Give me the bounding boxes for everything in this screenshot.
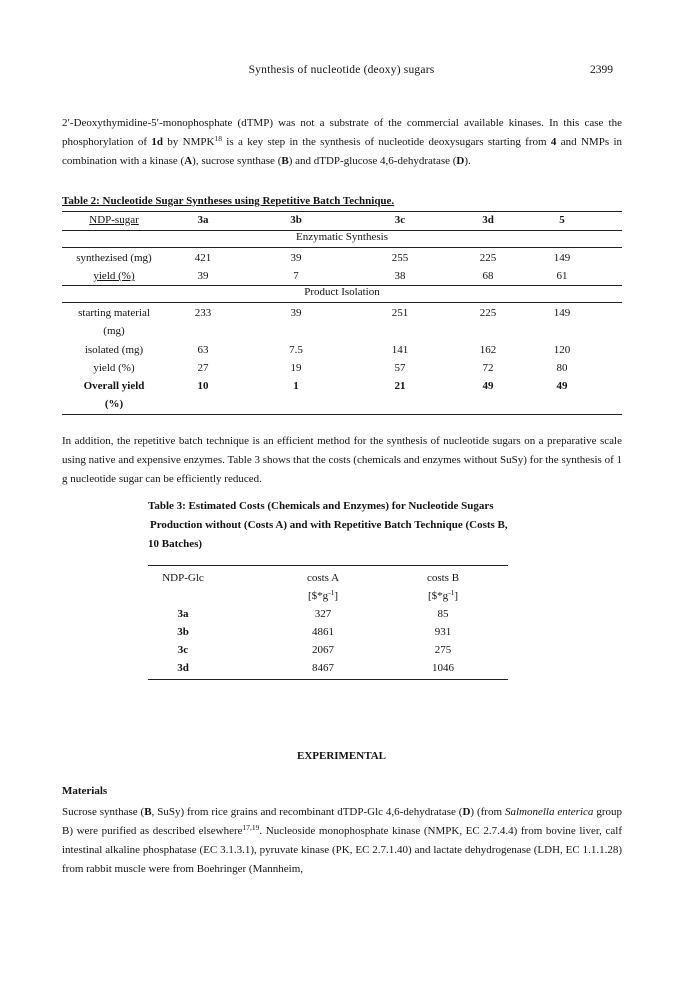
table2-caption: Table 2: Nucleotide Sugar Syntheses using Repetitive Batch Technique. bbox=[62, 195, 395, 207]
table2-cell: 39 bbox=[197, 270, 209, 282]
table2-cell: Overall yield bbox=[83, 380, 145, 392]
table2-cell: 1 bbox=[293, 380, 299, 392]
table2-cell: 149 bbox=[553, 252, 571, 264]
table2-rule bbox=[62, 247, 622, 248]
table2-cell: 225 bbox=[479, 252, 497, 264]
table2-cell: 421 bbox=[194, 252, 212, 264]
table2-cell: 120 bbox=[553, 344, 571, 356]
table3-cell: 3b bbox=[177, 626, 189, 638]
table2-cell: 251 bbox=[391, 307, 409, 319]
table2-section-label: Enzymatic Synthesis bbox=[296, 231, 388, 243]
table3-cell: 931 bbox=[434, 626, 452, 638]
table3-cell: 275 bbox=[434, 644, 452, 656]
table2-header-cell: 5 bbox=[559, 214, 565, 226]
table2-cell: 7 bbox=[293, 270, 299, 282]
table3-cell: 1046 bbox=[432, 662, 454, 674]
table3-cell: 2067 bbox=[312, 644, 334, 656]
table3-rule-bottom bbox=[148, 679, 508, 680]
table2-cell: 57 bbox=[394, 362, 406, 374]
table2-cell: isolated (mg) bbox=[84, 344, 144, 356]
table3-cell: 3a bbox=[177, 608, 189, 620]
table2-rule bbox=[62, 302, 622, 303]
materials-paragraph: Sucrose synthase (B, SuSy) from rice grains and recombinant dTDP-Glc 4,6-dehydratase (D) (from Salmonella enterica group B) were purified as described elsewhere$^{17,19}$. Nucleoside monophosphate kinase (NMPK, EC 2.7.4.4) from bovine liver, calf intestinal alkaline phosphatase (EC 3.1.3.1), pyruvate kinase (PK, EC 2.7.1.40) and lactate dehydrogenase (LDH, EC 1.1.1.28) from rabbit muscle were from Boehringer (Mannheim, bbox=[62, 806, 622, 875]
table2-section-label: Product Isolation bbox=[304, 286, 380, 298]
subsection-heading-materials: Materials bbox=[62, 785, 108, 797]
table2-cell: yield (%) bbox=[93, 270, 135, 282]
table2-cell: 49 bbox=[482, 380, 494, 392]
table2-cell: 149 bbox=[553, 307, 571, 319]
table2-cell: 61 bbox=[556, 270, 568, 282]
intro-paragraph: 2′-Deoxythymidine-5′-monophosphate (dTMP) was not a substrate of the commercial available kinases. In this case the phosphorylation of 1d by NMPK$^{18}$ is a key step in the synthesis of nucleotide deoxysugars starting from 4 and NMPs in combination with a kinase (A), sucrose synthase (B) and dTDP-glucose 4,6-dehydratase (D). bbox=[62, 117, 622, 167]
table3-header-cell: NDP-Glc bbox=[162, 572, 204, 584]
table2-header-cell: 3c bbox=[394, 214, 406, 226]
table2-header-cell: 3d bbox=[482, 214, 494, 226]
table3-header-cell: costs A bbox=[306, 572, 340, 584]
section-heading-experimental: EXPERIMENTAL bbox=[296, 750, 387, 762]
table2-cell: 39 bbox=[290, 307, 302, 319]
table3-cell: 8467 bbox=[312, 662, 334, 674]
table3-rule-top bbox=[148, 565, 508, 566]
page-number: 2399 bbox=[590, 64, 613, 76]
table2-header-cell: 3b bbox=[290, 214, 302, 226]
table2-cell: 255 bbox=[391, 252, 409, 264]
table3-cell: 327 bbox=[314, 608, 332, 620]
table2-rule-bottom bbox=[62, 414, 622, 415]
body-paragraph: In addition, the repetitive batch technique is an efficient method for the synthesis of nucleotide sugars on a preparative scale using native and expensive enzymes. Table 3 shows that the costs (chemicals and enzymes without SuSy) for the synthesis of 1 g nucleotide sugar can be efficiently reduced. bbox=[62, 435, 622, 485]
table2-cell: 72 bbox=[482, 362, 494, 374]
table2-cell: 162 bbox=[479, 344, 497, 356]
running-title: Synthesis of nucleotide (deoxy) sugars bbox=[248, 64, 435, 76]
table2-cell: 80 bbox=[556, 362, 568, 374]
table2-cell: synthezised (mg) bbox=[76, 252, 152, 264]
table3-header-cell: costs B bbox=[426, 572, 460, 584]
table2-cell: 7.5 bbox=[289, 344, 303, 356]
table3-unit: $[\$*g^{-1}]$ bbox=[307, 588, 339, 602]
table3-cell: 3d bbox=[177, 662, 189, 674]
table2-cell: 225 bbox=[479, 307, 497, 319]
table2-cell: (mg) bbox=[103, 325, 125, 337]
table3-caption: Table 3: Estimated Costs (Chemicals and Enzymes) for Nucleotide Sugars Production without (Costs A) and with Repetitive Batch Technique (Costs B, 10 Batches) bbox=[148, 500, 508, 550]
table2-cell: 68 bbox=[482, 270, 494, 282]
table2-cell: 19 bbox=[290, 362, 302, 374]
table2-cell: 233 bbox=[194, 307, 212, 319]
table2-cell: yield (%) bbox=[93, 362, 135, 374]
table3-cell: 4861 bbox=[312, 626, 334, 638]
table2-cell: 21 bbox=[394, 380, 406, 392]
table2-cell: 39 bbox=[290, 252, 302, 264]
table2-cell: 49 bbox=[556, 380, 568, 392]
table3-cell: 85 bbox=[437, 608, 449, 620]
table2-rule-top bbox=[62, 211, 622, 212]
table2-cell: 27 bbox=[197, 362, 209, 374]
table2-header-cell: 3a bbox=[197, 214, 209, 226]
table2-cell: (%) bbox=[104, 398, 124, 410]
table2-cell: 63 bbox=[197, 344, 209, 356]
table2-cell: starting material bbox=[78, 307, 150, 319]
table2-cell: 10 bbox=[197, 380, 209, 392]
table2-cell: 141 bbox=[391, 344, 409, 356]
table3-cell: 3c bbox=[177, 644, 189, 656]
table2-cell: 38 bbox=[394, 270, 406, 282]
table2-header-cell: NDP-sugar bbox=[89, 214, 139, 226]
table3-unit: $[\$*g^{-1}]$ bbox=[427, 588, 459, 602]
